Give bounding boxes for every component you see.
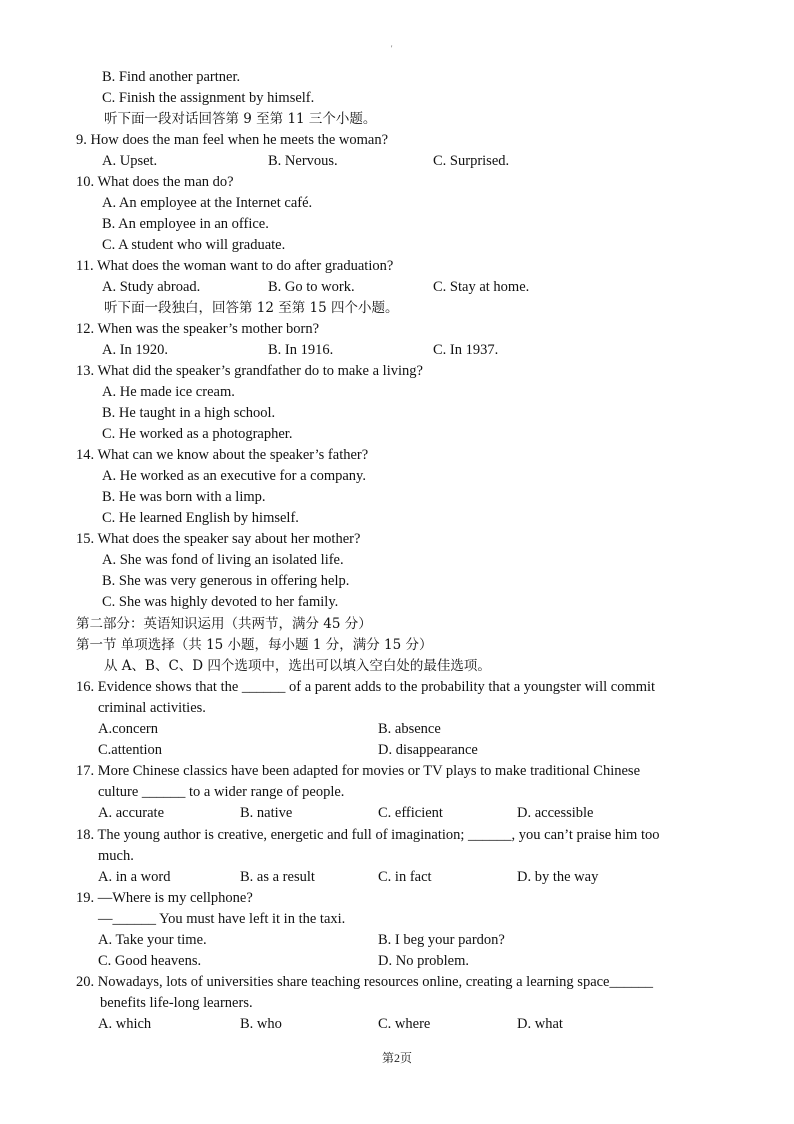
- text-line: C. In 1937.: [433, 342, 499, 358]
- text-line: B. who: [240, 1016, 282, 1032]
- text-line: A. He worked as an executive for a company.: [102, 468, 366, 484]
- text-line: A. which: [98, 1016, 152, 1032]
- text-line: 12. When was the speaker’s mother born?: [76, 321, 320, 337]
- text-line: B. She was very generous in offering help.: [102, 573, 350, 589]
- text-line: C. A student who will graduate.: [102, 237, 286, 253]
- text-line: benefits life-long learners.: [100, 995, 253, 1011]
- text-line: 15. What does the speaker say about her mother?: [76, 531, 361, 547]
- text-line: D. disappearance: [378, 742, 478, 758]
- text-line: C. He learned English by himself.: [102, 510, 299, 526]
- text-line: B. In 1916.: [268, 342, 334, 358]
- text-line: C. where: [378, 1016, 431, 1032]
- text-line: B. I beg your pardon?: [378, 932, 505, 948]
- text-line: B. Nervous.: [268, 153, 338, 169]
- text-line: 18. The young author is creative, energetic and full of imagination; ______, you can’t praise him too: [76, 827, 660, 843]
- text-line: A. accurate: [98, 805, 165, 821]
- text-line: B. Go to work.: [268, 279, 355, 295]
- text-line: A. He made ice cream.: [102, 384, 235, 400]
- text-line: 19. —Where is my cellphone?: [76, 890, 253, 906]
- text-line: A. In 1920.: [102, 342, 169, 358]
- page-number: 第2页: [381, 1051, 412, 1065]
- text-line: 9. How does the man feel when he meets the woman?: [76, 132, 389, 148]
- text-line: 17. More Chinese classics have been adapted for movies or TV plays to make traditional Chinese: [76, 763, 641, 779]
- text-line: C. in fact: [378, 869, 432, 885]
- text-line: —______ You must have left it in the taxi.: [98, 911, 346, 927]
- text-line: C.attention: [98, 742, 163, 758]
- text-line: A. Take your time.: [98, 932, 207, 948]
- text-line: A. An employee at the Internet café.: [102, 195, 313, 211]
- section-instruction: 听下面一段独白，回答第 12 至第 15 四个小题。: [104, 300, 399, 316]
- text-line: B. absence: [378, 721, 441, 737]
- text-line: D. what: [517, 1016, 563, 1032]
- text-line: C. efficient: [378, 805, 443, 821]
- text-line: 20. Nowadays, lots of universities share teaching resources online, creating a learning space______: [76, 974, 653, 990]
- text-line: A. Study abroad.: [102, 279, 201, 295]
- text-line: C. Stay at home.: [433, 279, 530, 295]
- page-mark: ': [391, 44, 393, 53]
- text-line: 13. What did the speaker’s grandfather do to make a living?: [76, 363, 423, 379]
- text-line: culture ______ to a wider range of people.: [98, 784, 345, 800]
- text-line: C. She was highly devoted to her family.: [102, 594, 339, 610]
- text-line: C. Finish the assignment by himself.: [102, 90, 315, 106]
- text-line: A. She was fond of living an isolated life.: [102, 552, 344, 568]
- text-line: C. Good heavens.: [98, 953, 202, 969]
- section-instruction: 从 A、B、C、D 四个选项中，选出可以填入空白处的最佳选项。: [104, 658, 491, 674]
- text-line: D. No problem.: [378, 953, 470, 969]
- text-line: 14. What can we know about the speaker’s father?: [76, 447, 369, 463]
- text-line: criminal activities.: [98, 700, 206, 716]
- text-line: 10. What does the man do?: [76, 174, 234, 190]
- text-line: D. by the way: [517, 869, 599, 885]
- section-instruction: 听下面一段对话回答第 9 至第 11 三个小题。: [104, 111, 377, 127]
- text-line: A.concern: [98, 721, 158, 737]
- text-line: B. native: [240, 805, 293, 821]
- section-instruction: 第一节 单项选择（共 15 小题，每小题 1 分，满分 15 分）: [76, 637, 433, 653]
- text-line: B. Find another partner.: [102, 69, 241, 85]
- text-line: B. An employee in an office.: [102, 216, 269, 232]
- section-instruction: 第二部分：英语知识运用（共两节，满分 45 分）: [76, 616, 372, 632]
- text-line: much.: [98, 848, 134, 864]
- text-line: C. Surprised.: [433, 153, 510, 169]
- text-line: 11. What does the woman want to do after graduation?: [76, 258, 394, 274]
- text-line: B. He taught in a high school.: [102, 405, 276, 421]
- text-line: B. He was born with a limp.: [102, 489, 266, 505]
- text-line: 16. Evidence shows that the ______ of a parent adds to the probability that a youngster will commit: [76, 679, 656, 695]
- text-line: A. Upset.: [102, 153, 158, 169]
- text-line: A. in a word: [98, 869, 171, 885]
- text-line: D. accessible: [517, 805, 594, 821]
- text-line: B. as a result: [240, 869, 315, 885]
- text-line: C. He worked as a photographer.: [102, 426, 293, 442]
